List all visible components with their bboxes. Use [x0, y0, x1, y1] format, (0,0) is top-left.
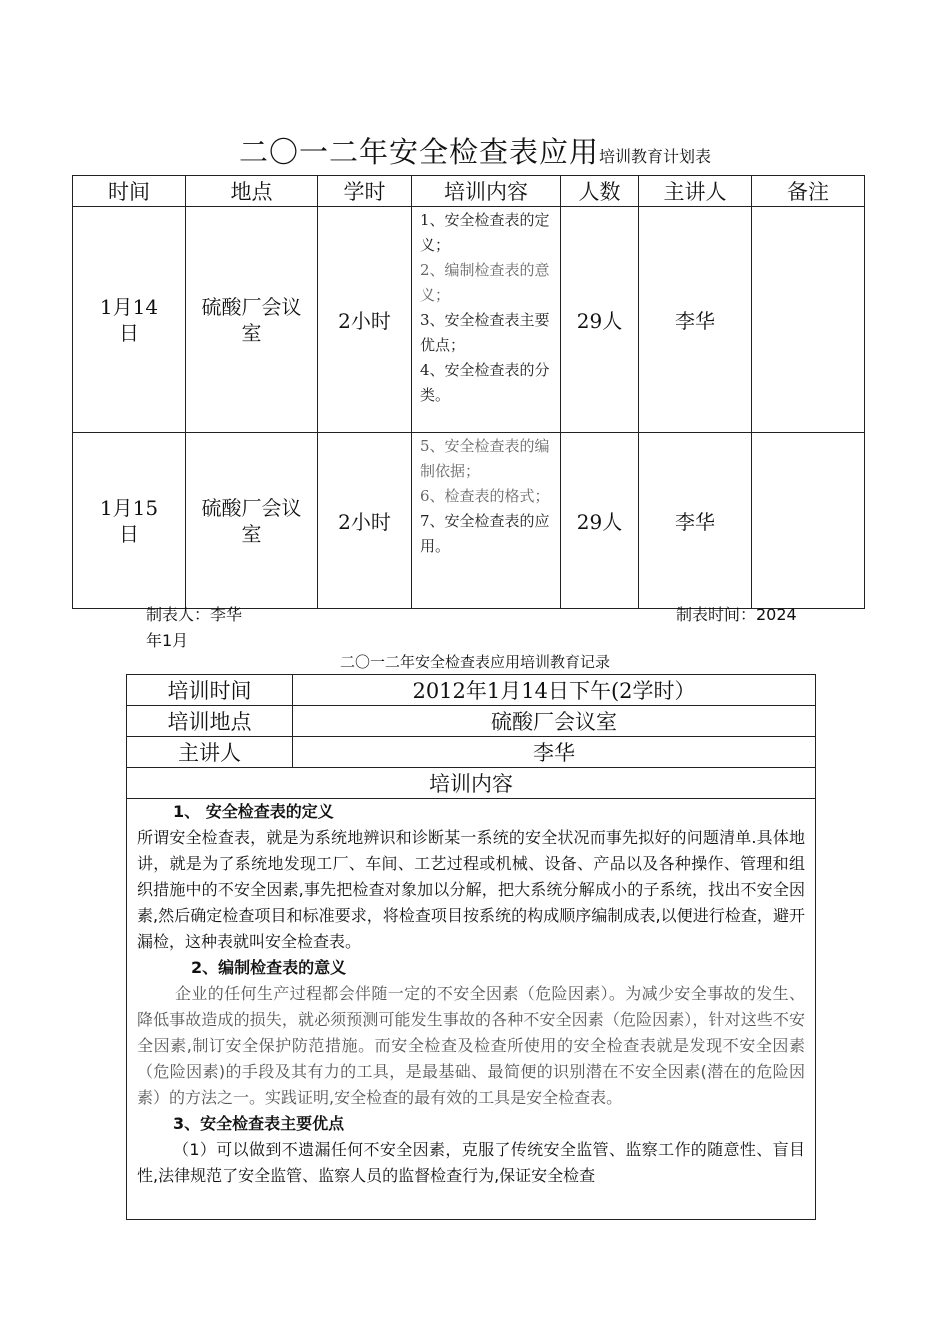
place-value: 硫酸厂会议室	[293, 706, 816, 737]
row2-time: 1月15日	[99, 495, 159, 546]
list-item: 5、安全检查表的编制依据；	[420, 437, 550, 480]
speaker-label: 主讲人	[127, 737, 293, 768]
row1-note	[752, 207, 865, 433]
row2-place: 硫酸厂会议室	[201, 495, 302, 546]
place-label: 培训地点	[127, 706, 293, 737]
section-1-text: 所谓安全检查表，就是为系统地辨识和诊断某一系统的安全状况而事先拟好的问题清单.具体地讲，就是为了系统地发现工厂、车间、工艺过程或机械、设备、产品以及各种操作、管理和组织措施中的不安全因素,事先把检查对象加以分解，把大系统分解成小的子系统，找出不安全因素,然后确定检查项目和标准要求，将检查项目按系统的构成顺序编制成表,以便进行检查，避开漏检，这种表就叫安全检查表。	[137, 828, 805, 951]
row2-hours: 2小时	[318, 433, 412, 609]
table-row	[127, 768, 816, 799]
list-item: 1、安全检查表的定义；	[420, 211, 550, 254]
table-row	[127, 737, 816, 768]
row2-speaker: 李华	[639, 433, 752, 609]
cell-time	[73, 433, 186, 609]
row1-time: 1月14日	[99, 294, 159, 345]
training-plan-table	[72, 175, 865, 609]
plan-make-time-cont: 年1月	[146, 631, 189, 650]
cell-place	[186, 207, 318, 433]
plan-header-row	[73, 176, 865, 207]
list-item: 7、安全检查表的应用。	[420, 512, 550, 555]
header-place: 地点	[186, 176, 318, 207]
list-item: 4、安全检查表的分类。	[420, 361, 550, 404]
table-row	[127, 706, 816, 737]
list-item: 6、检查表的格式；	[420, 487, 550, 505]
plan-title	[0, 130, 950, 170]
section-3-title: 3、安全检查表主要优点	[173, 1114, 345, 1133]
row1-content	[412, 207, 561, 433]
plan-title-suffix: 培训教育计划表	[599, 147, 712, 166]
header-hours: 学时	[318, 176, 412, 207]
time-label: 培训时间	[127, 675, 293, 706]
section-2-title: 2、编制检查表的意义	[191, 958, 347, 977]
table-row	[73, 433, 865, 609]
cell-time	[73, 207, 186, 433]
table-row	[127, 799, 816, 1220]
table-row	[73, 207, 865, 433]
header-speaker: 主讲人	[639, 176, 752, 207]
content-body	[127, 799, 816, 1220]
header-time: 时间	[73, 176, 186, 207]
row1-count: 29人	[561, 207, 639, 433]
section-3-text: （1）可以做到不遗漏任何不安全因素，克服了传统安全监管、监察工作的随意性、盲目性,法律规范了安全监管、监察人员的监督检查行为,保证安全检查	[137, 1140, 805, 1185]
header-count: 人数	[561, 176, 639, 207]
plan-title-main: 二〇一二年安全检查表应用	[238, 135, 599, 169]
time-value: 2012年1月14日下午(2学时）	[293, 675, 816, 706]
speaker-value: 李华	[293, 737, 816, 768]
record-title: 二〇一二年安全检查表应用培训教育记录	[339, 653, 610, 671]
plan-maker: 制表人：李华	[146, 605, 243, 624]
header-content: 培训内容	[412, 176, 561, 207]
row1-place: 硫酸厂会议室	[201, 294, 302, 345]
row2-note	[752, 433, 865, 609]
section-1-title: 1、 安全检查表的定义	[173, 802, 334, 821]
table-row	[127, 675, 816, 706]
header-note: 备注	[752, 176, 865, 207]
list-item: 3、安全检查表主要优点；	[420, 311, 550, 354]
row1-hours: 2小时	[318, 207, 412, 433]
row2-count: 29人	[561, 433, 639, 609]
row1-speaker: 李华	[639, 207, 752, 433]
plan-make-time: 制表时间：2024	[676, 605, 797, 624]
row2-content	[412, 433, 561, 609]
list-item: 2、编制检查表的意义；	[420, 261, 550, 304]
section-2-text: 企业的任何生产过程都会伴随一定的不安全因素（危险因素）。为减少安全事故的发生、降低事故造成的损失，就必须预测可能发生事故的各种不安全因素（危险因素），针对这些不安全因素,制订安全保护防范措施。而安全检查及检查所使用的安全检查表就是发现不安全因素（危险因素)的手段及其有力的工具，是最基础、最简便的识别潜在不安全因素(潜在的危险因素）的方法之一。实践证明,安全检查的最有效的工具是安全检查表。	[137, 984, 805, 1107]
content-label: 培训内容	[127, 768, 816, 799]
training-record-table	[126, 674, 816, 1220]
cell-place	[186, 433, 318, 609]
